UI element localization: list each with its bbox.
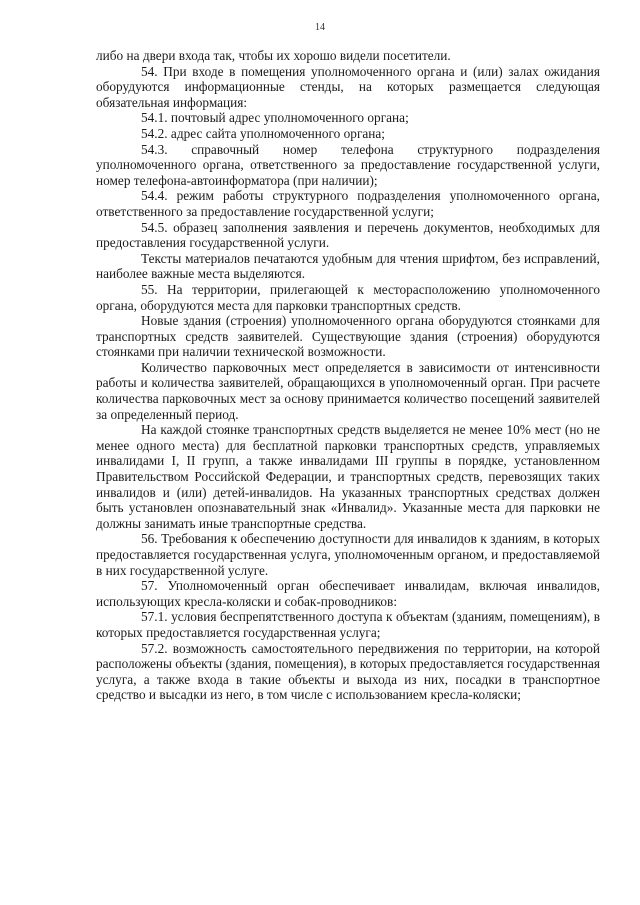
paragraph: Тексты материалов печатаются удобным для чтения шрифтом, без исправлений, наиболее важные места выделяются. [96,250,600,282]
paragraph: 54. При входе в помещения уполномоченного органа и (или) залах ожидания оборудуются информационные стенды, на которых размещается следующая обязательная информация: [96,63,600,110]
paragraph: Новые здания (строения) уполномоченного органа оборудуются стоянками для транспортных средств заявителей. Существующие здания (строения) оборудуются стоянками при наличии технической возможности. [96,313,600,360]
paragraph: 57.1. условия беспрепятственного доступа к объектам (зданиям, помещениям), в которых предоставляется государственная услуга; [96,609,600,640]
paragraph: 54.3. справочный номер телефона структурного подразделения уполномоченного органа, ответственного за предоставление государственной услуги, номер телефона-автоинформатора (при наличии); [96,141,600,188]
paragraph: На каждой стоянке транспортных средств выделяется не менее 10% мест (но не менее одного места) для бесплатной парковки транспортных средств, управляемых инвалидами I, II групп, а также инвалидами III группы в порядке, установленном Правительством Российской Федерации, и транспортных средств, перевозящих таких инвалидов и (или) детей-инвалидов. На указанных транспортных средствах должен быть установлен опознавательный знак «Инвалид». Указанные места для парковки не должны занимать иные транспортные средства. [96,422,600,531]
paragraph: 57. Уполномоченный орган обеспечивает инвалидам, включая инвалидов, использующих кресла-коляски и собак-проводников: [96,578,600,609]
page-number: 14 [315,22,325,33]
paragraph: 54.2. адрес сайта уполномоченного органа; [141,125,386,141]
paragraph: 57.2. возможность самостоятельного передвижения по территории, на которой расположены объекты (здания, помещения), в которых предоставляется государственная услуга, а также входа в такие объекты и выхода из них, посадки в транспортное средство и высадки из него, в том числе с использованием кресла-коляски; [96,640,600,703]
paragraph: либо на двери входа так, чтобы их хорошо видели посетители. [96,48,451,63]
document-body [96,48,600,703]
paragraph: 56. Требования к обеспечению доступности для инвалидов к зданиям, в которых предоставляется государственная услуга, уполномоченным органом, и предоставляемой в них государственной услуге. [96,531,600,578]
paragraph: 54.4. режим работы структурного подразделения уполномоченного органа, ответственного за предоставление государственной услуги; [96,188,600,219]
paragraph: 54.5. образец заполнения заявления и перечень документов, необходимых для предоставления государственной услуги. [96,219,600,251]
paragraph: 55. На территории, прилегающей к месторасположению уполномоченного органа, оборудуются места для парковки транспортных средств. [96,281,600,313]
paragraph: 54.1. почтовый адрес уполномоченного органа; [141,110,409,126]
paragraph: Количество парковочных мест определяется в зависимости от интенсивности работы и количества заявителей, обращающихся в уполномоченный орган. При расчете количества парковочных мест за основу принимается количество посещений заявителей за определенный период. [96,359,600,422]
